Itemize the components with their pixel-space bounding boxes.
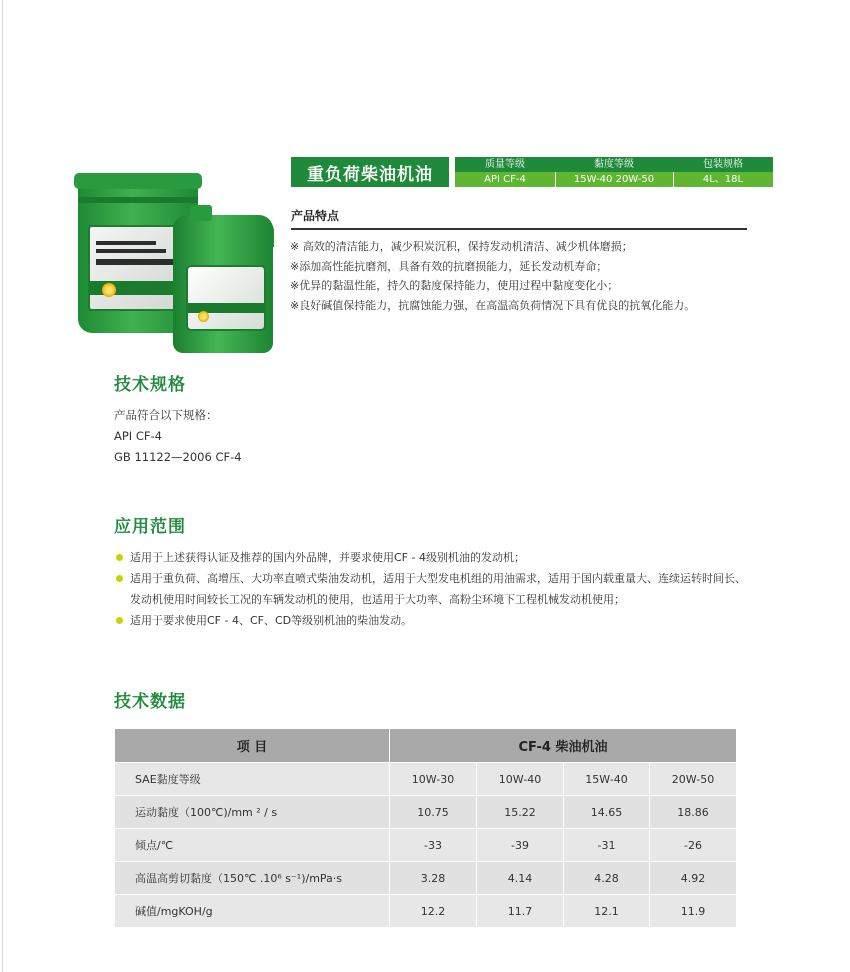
header-item: 项 目 xyxy=(115,729,390,763)
pail-rim-band xyxy=(78,197,198,203)
spec-header-package: 包装规格 xyxy=(703,159,743,170)
spec-header-quality: 质量等级 xyxy=(485,159,525,170)
spec-header-viscosity: 黏度等级 xyxy=(594,159,634,170)
gear-icon xyxy=(102,283,116,297)
table-row xyxy=(115,829,737,862)
jug-cap xyxy=(190,205,212,221)
features-title: 产品特点 xyxy=(291,209,340,223)
cell: -33 xyxy=(390,829,477,862)
cell: 18.86 xyxy=(650,796,737,829)
cell: 12.2 xyxy=(390,895,477,928)
tech-data-title: 技术数据 xyxy=(114,692,186,712)
cell: 11.7 xyxy=(477,895,564,928)
product-image xyxy=(78,173,278,358)
gear-icon xyxy=(198,311,209,322)
jug-label xyxy=(186,265,266,331)
cell: 11.9 xyxy=(650,895,737,928)
cell: -39 xyxy=(477,829,564,862)
features-divider xyxy=(291,228,747,230)
cell: 10.75 xyxy=(390,796,477,829)
row-label: 运动黏度（100℃)/mm ² / s xyxy=(115,796,390,829)
application-title: 应用范围 xyxy=(114,517,186,537)
feature-item: ※优异的黏温性能，持久的黏度保持能力，使用过程中黏度变化小； xyxy=(290,279,619,292)
application-text: 适用于要求使用CF - 4、CF、CD等级别机油的柴油发动。 xyxy=(130,614,413,627)
page-edge-line xyxy=(2,0,3,972)
specs-title: 技术规格 xyxy=(114,375,186,395)
cell: 20W-50 xyxy=(650,763,737,796)
features-list xyxy=(290,237,695,315)
spec-line: API CF-4 xyxy=(114,429,162,443)
spec-divider xyxy=(673,172,674,187)
application-item xyxy=(114,547,754,568)
cell: 12.1 xyxy=(564,895,650,928)
cell: 15W-40 xyxy=(564,763,650,796)
cell: 4.92 xyxy=(650,862,737,895)
label-stripe xyxy=(96,259,180,265)
spec-bar xyxy=(455,157,773,187)
spec-value-package: 4L、18L xyxy=(702,174,744,185)
spec-line: GB 11122—2006 CF-4 xyxy=(114,450,242,464)
bullet-icon xyxy=(116,575,123,582)
cell: -31 xyxy=(564,829,650,862)
table-row xyxy=(115,796,737,829)
table-row xyxy=(115,763,737,796)
cell: 14.65 xyxy=(564,796,650,829)
application-item xyxy=(114,610,754,631)
application-list xyxy=(114,547,754,631)
label-stripe xyxy=(96,249,166,253)
application-text: 适用于上述获得认证及推荐的国内外品牌，并要求使用CF - 4级别机油的发动机； xyxy=(130,551,525,564)
cell: 10W-40 xyxy=(477,763,564,796)
row-label: 高温高剪切黏度（150℃ .10⁶ s⁻¹)/mPa·s xyxy=(115,862,390,895)
row-label: SAE黏度等级 xyxy=(115,763,390,796)
spec-value-row xyxy=(455,172,773,187)
row-label: 碱值/mgKOH/g xyxy=(115,895,390,928)
spec-divider xyxy=(555,172,556,187)
feature-item: ※良好碱值保持能力，抗腐蚀能力强，在高温高负荷情况下具有优良的抗氧化能力。 xyxy=(290,298,696,312)
spec-line: 产品符合以下规格： xyxy=(114,408,218,422)
table-row xyxy=(115,862,737,895)
application-item xyxy=(114,568,754,610)
tech-data-table xyxy=(114,728,737,928)
table-row xyxy=(115,895,737,928)
specs-list xyxy=(114,405,242,468)
spec-header-row xyxy=(455,157,773,172)
cell: 4.28 xyxy=(564,862,650,895)
cell: 15.22 xyxy=(477,796,564,829)
label-stripe xyxy=(96,241,156,245)
product-title: 重负荷柴油机油 xyxy=(291,157,449,187)
pail-rim xyxy=(74,173,202,189)
header-group: CF-4 柴油机油 xyxy=(390,729,737,763)
row-label: 倾点/℃ xyxy=(115,829,390,862)
table-header-row xyxy=(115,729,737,763)
feature-item: ※ 高效的清洁能力，减少积炭沉积，保持发动机清洁、减少机体磨损； xyxy=(290,240,633,253)
bullet-icon xyxy=(116,554,123,561)
cell: 10W-30 xyxy=(390,763,477,796)
cell: 4.14 xyxy=(477,862,564,895)
bullet-icon xyxy=(116,617,123,624)
feature-item: ※添加高性能抗磨剂，具备有效的抗磨损能力，延长发动机寿命； xyxy=(290,259,608,273)
cell: 3.28 xyxy=(390,862,477,895)
spec-value-viscosity: 15W-40 20W-50 xyxy=(573,174,655,185)
cell: -26 xyxy=(650,829,737,862)
spec-value-quality: API CF-4 xyxy=(484,174,526,185)
application-text: 适用于重负荷、高增压、大功率直喷式柴油发动机，适用于大型发电机组的用油需求，适用于国内载重量大、连续运转时间长、发动机使用时间较长工况的车辆发动机的使用，也适用于大功率、高粉尘环境下工程机械发动机使用； xyxy=(130,572,746,606)
